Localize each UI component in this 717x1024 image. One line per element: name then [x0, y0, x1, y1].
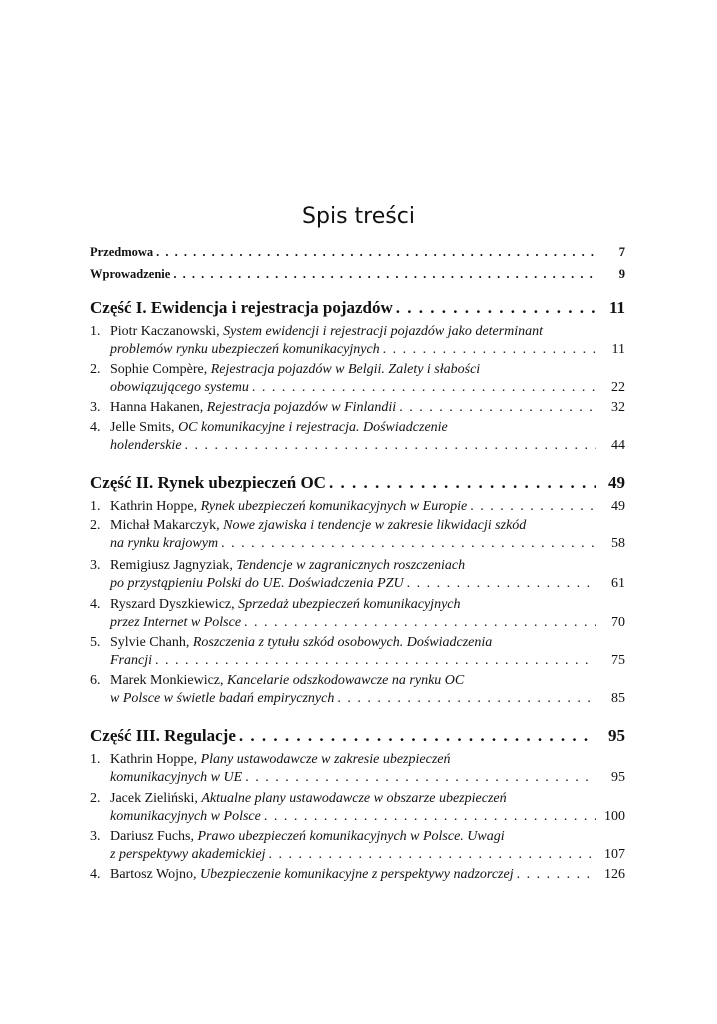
toc-row	[90, 808, 625, 826]
entry-title: Tendencje w zagranicznych roszczeniach	[236, 558, 466, 573]
toc-entry-line	[90, 361, 625, 379]
toc-entry-line	[90, 596, 625, 614]
toc-row	[90, 690, 625, 708]
entry-title: Plany ustawodawcze w zakresie ubezpieczeń	[200, 752, 451, 767]
toc-row	[90, 265, 625, 283]
entry-title: Prawo ubezpieczeń komunikacyjnych w Polsce. Uwagi	[197, 829, 505, 844]
entry-author: Piotr Kaczanowski,	[110, 324, 224, 339]
toc-row	[90, 614, 625, 632]
toc-label	[90, 297, 393, 319]
entry-author: Hanna Hakanen,	[110, 400, 207, 415]
dot-leader	[185, 437, 596, 455]
page-number: 9	[618, 267, 625, 281]
front-matter-label: Przedmowa	[90, 245, 154, 259]
entry-number: 1.	[90, 499, 101, 514]
entry-title: Rynek ubezpieczeń komunikacyjnych w Europie	[200, 499, 468, 514]
entry-author: Sylvie Chanh,	[110, 635, 193, 650]
entry-author: Ryszard Dyszkiewicz,	[110, 597, 239, 612]
entry-number: 3.	[90, 829, 101, 844]
entry-author: Kathrin Hoppe,	[110, 752, 201, 767]
toc-label	[90, 690, 334, 708]
page-number: 49	[611, 499, 625, 514]
page-number: 95	[611, 770, 625, 785]
toc-label	[90, 846, 266, 864]
dot-leader	[383, 341, 596, 359]
dot-leader	[173, 265, 596, 283]
entry-title-continued: z perspektywy akademickiej	[110, 847, 266, 862]
entry-title-continued: na rynku krajowym	[110, 536, 219, 551]
page-title: Spis treści	[302, 204, 415, 229]
entry-title-continued: komunikacyjnych w Polsce	[110, 809, 261, 824]
entry-number: 5.	[90, 635, 101, 650]
part-title: Część II. Rynek ubezpieczeń OC	[90, 473, 326, 492]
toc-label	[90, 725, 236, 747]
entry-number: 3.	[90, 558, 101, 573]
toc-label	[90, 341, 380, 359]
dot-leader	[470, 498, 596, 516]
toc-entry-line	[90, 517, 625, 535]
toc-row	[90, 437, 625, 455]
page-number: 61	[611, 576, 625, 591]
dot-leader	[239, 725, 596, 747]
dot-leader	[329, 472, 596, 494]
toc-row	[90, 243, 625, 261]
entry-author: Jelle Smits,	[110, 420, 179, 435]
dot-leader	[156, 243, 596, 261]
entry-number: 2.	[90, 518, 101, 533]
page-number: 85	[611, 691, 625, 706]
part-title: Część I. Ewidencja i rejestracja pojazdów	[90, 298, 393, 317]
dot-leader	[407, 575, 596, 593]
entry-author: Jacek Zieliński,	[110, 791, 202, 806]
entry-number: 1.	[90, 324, 101, 339]
toc-label	[90, 243, 153, 261]
dot-leader	[337, 690, 596, 708]
entry-title-continued: po przystąpieniu Polski do UE. Doświadczenia PZU	[110, 576, 404, 591]
toc-label	[90, 614, 241, 632]
toc-row	[90, 652, 625, 670]
dot-leader	[396, 297, 596, 319]
page-number: 32	[611, 400, 625, 415]
entry-title-continued: komunikacyjnych w UE	[110, 770, 243, 785]
dot-leader	[517, 866, 596, 884]
entry-number: 4.	[90, 597, 101, 612]
page-number: 100	[604, 809, 625, 824]
dot-leader	[264, 808, 596, 826]
entry-number: 4.	[90, 867, 101, 882]
entry-title: System ewidencji i rejestracji pojazdów jako determinant	[223, 324, 544, 339]
toc-label	[90, 652, 152, 670]
toc-row	[90, 725, 625, 747]
entry-title: Roszczenia z tytułu szkód osobowych. Doświadczenia	[192, 635, 493, 650]
page-number: 49	[608, 473, 625, 492]
toc-row	[90, 341, 625, 359]
entry-title-continued: problemów rynku ubezpieczeń komunikacyjnych	[110, 342, 380, 357]
toc-label	[90, 575, 404, 593]
entry-title: Rejestracja pojazdów w Belgii. Zalety i słabości	[210, 362, 481, 377]
dot-leader	[245, 769, 596, 787]
toc-label	[90, 535, 218, 553]
toc-row	[90, 472, 625, 494]
toc-entry-line	[90, 790, 625, 808]
entry-title-continued: przez Internet w Polsce	[110, 615, 242, 630]
page-number: 11	[611, 342, 625, 357]
toc-label	[90, 399, 396, 417]
part-title: Część III. Regulacje	[90, 726, 236, 745]
entry-number: 6.	[90, 673, 101, 688]
page-number: 95	[608, 726, 625, 745]
toc-row	[90, 769, 625, 787]
toc-row	[90, 498, 625, 516]
entry-number: 1.	[90, 752, 101, 767]
entry-title-continued: obowiązującego systemu	[110, 380, 249, 395]
entry-author: Sophie Compère,	[110, 362, 211, 377]
page-number: 70	[611, 615, 625, 630]
entry-title: Rejestracja pojazdów w Finlandii	[206, 400, 397, 415]
dot-leader	[244, 614, 596, 632]
page-number: 7	[618, 245, 625, 259]
dot-leader	[221, 535, 596, 553]
page-number: 22	[611, 380, 625, 395]
page-number: 107	[604, 847, 625, 862]
dot-leader	[399, 399, 596, 417]
toc-label	[90, 379, 249, 397]
entry-author: Kathrin Hoppe,	[110, 499, 201, 514]
entry-title: Sprzedaż ubezpieczeń komunikacyjnych	[238, 597, 461, 612]
entry-title-continued: Francji	[110, 653, 152, 668]
entry-title: Ubezpieczenie komunikacyjne z perspektywy nadzorczej	[200, 867, 514, 882]
toc-label	[90, 265, 170, 283]
entry-title-continued: holenderskie	[110, 438, 182, 453]
page-number: 75	[611, 653, 625, 668]
toc-row	[90, 297, 625, 319]
toc-entry-line	[90, 672, 625, 690]
toc-row	[90, 866, 625, 884]
dot-leader	[269, 846, 597, 864]
front-matter-label: Wprowadzenie	[90, 267, 171, 281]
toc-label	[90, 769, 242, 787]
entry-number: 3.	[90, 400, 101, 415]
toc-row	[90, 846, 625, 864]
toc-label	[90, 866, 514, 884]
dot-leader	[155, 652, 596, 670]
dot-leader	[252, 379, 596, 397]
entry-number: 2.	[90, 791, 101, 806]
toc-row	[90, 399, 625, 417]
page-number: 44	[611, 438, 625, 453]
entry-author: Remigiusz Jagnyziak,	[110, 558, 237, 573]
toc-entry-line	[90, 557, 625, 575]
page-number: 58	[611, 536, 625, 551]
toc-row	[90, 535, 625, 553]
entry-number: 2.	[90, 362, 101, 377]
toc-row	[90, 379, 625, 397]
toc-label	[90, 472, 326, 494]
entry-author: Michał Makarczyk,	[110, 518, 224, 533]
toc-entry-line	[90, 323, 625, 341]
entry-title-continued: w Polsce w świetle badań empirycznych	[110, 691, 335, 706]
entry-author: Dariusz Fuchs,	[110, 829, 198, 844]
toc-entry-line	[90, 634, 625, 652]
toc-row	[90, 575, 625, 593]
page-number: 11	[608, 298, 625, 317]
toc-entry-line	[90, 751, 625, 769]
entry-title: Nowe zjawiska i tendencje w zakresie likwidacji szkód	[223, 518, 527, 533]
toc-entry-line	[90, 419, 625, 437]
toc-label	[90, 437, 182, 455]
page-number: 126	[604, 867, 625, 882]
entry-title: Aktualne plany ustawodawcze w obszarze ubezpieczeń	[201, 791, 507, 806]
entry-title: Kancelarie odszkodowawcze na rynku OC	[227, 673, 465, 688]
toc-label	[90, 808, 261, 826]
entry-author: Marek Monkiewicz,	[110, 673, 228, 688]
entry-title: OC komunikacyjne i rejestracja. Doświadczenie	[178, 420, 448, 435]
entry-number: 4.	[90, 420, 101, 435]
toc-entry-line	[90, 828, 625, 846]
toc-label	[90, 498, 467, 516]
entry-author: Bartosz Wojno,	[110, 867, 200, 882]
